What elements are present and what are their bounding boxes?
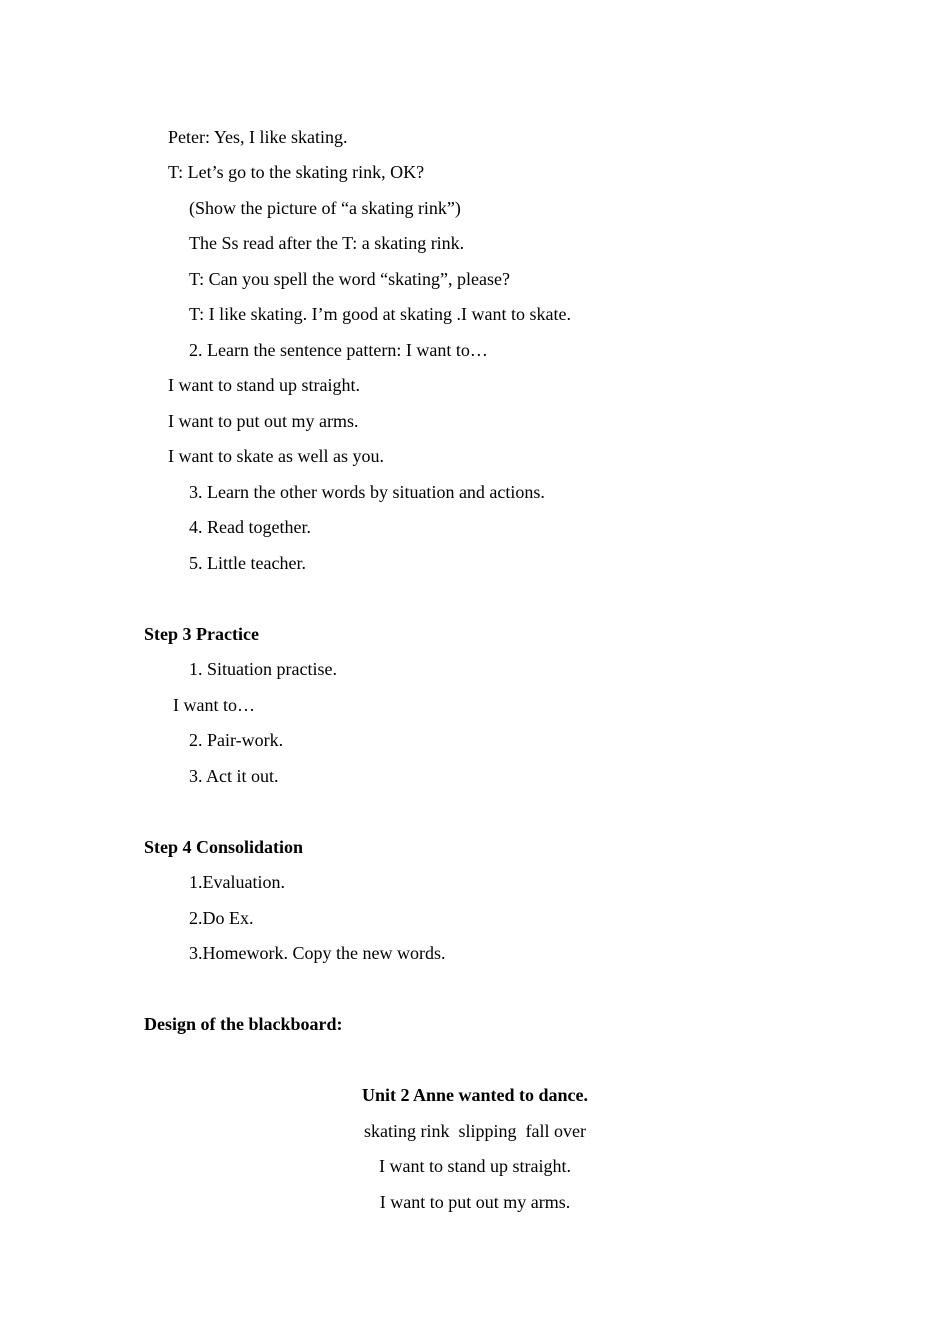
dialogue-line: (Show the picture of “a skating rink”): [189, 198, 461, 218]
step3-item: I want to…: [173, 695, 255, 715]
dialogue-line: T: Let’s go to the skating rink, OK?: [168, 162, 425, 182]
blackboard-line: I want to put out my arms.: [379, 1192, 571, 1212]
step4-item: 3.Homework. Copy the new words.: [189, 943, 446, 963]
dialogue-line: T: I like skating. I’m good at skating .I want to skate.: [189, 304, 572, 324]
dialogue-line: I want to skate as well as you.: [168, 446, 384, 466]
step4-heading: Step 4 Consolidation: [144, 837, 304, 857]
dialogue-line: I want to stand up straight.: [168, 375, 360, 395]
blackboard-heading: Design of the blackboard:: [144, 1014, 343, 1034]
dialogue-line: The Ss read after the T: a skating rink.: [189, 233, 465, 253]
dialogue-line: Peter: Yes, I like skating.: [168, 127, 348, 147]
dialogue-line: 5. Little teacher.: [189, 553, 306, 573]
step4-item: 1.Evaluation.: [189, 872, 285, 892]
dialogue-line: 4. Read together.: [189, 517, 311, 537]
dialogue-line: I want to put out my arms.: [168, 411, 359, 431]
blackboard-line: skating rink slipping fall over: [364, 1121, 586, 1141]
dialogue-line: 3. Learn the other words by situation and actions.: [189, 482, 545, 502]
dialogue-line: 2. Learn the sentence pattern: I want to…: [189, 340, 488, 360]
blackboard-line: I want to stand up straight.: [379, 1156, 571, 1176]
step4-item: 2.Do Ex.: [189, 908, 254, 928]
step3-item: 3. Act it out.: [189, 766, 279, 786]
step3-heading: Step 3 Practice: [144, 624, 259, 644]
step3-item: 2. Pair-work.: [189, 730, 284, 750]
dialogue-line: T: Can you spell the word “skating”, please?: [189, 269, 511, 289]
blackboard-title: Unit 2 Anne wanted to dance.: [361, 1085, 589, 1105]
step3-item: 1. Situation practise.: [189, 659, 337, 679]
